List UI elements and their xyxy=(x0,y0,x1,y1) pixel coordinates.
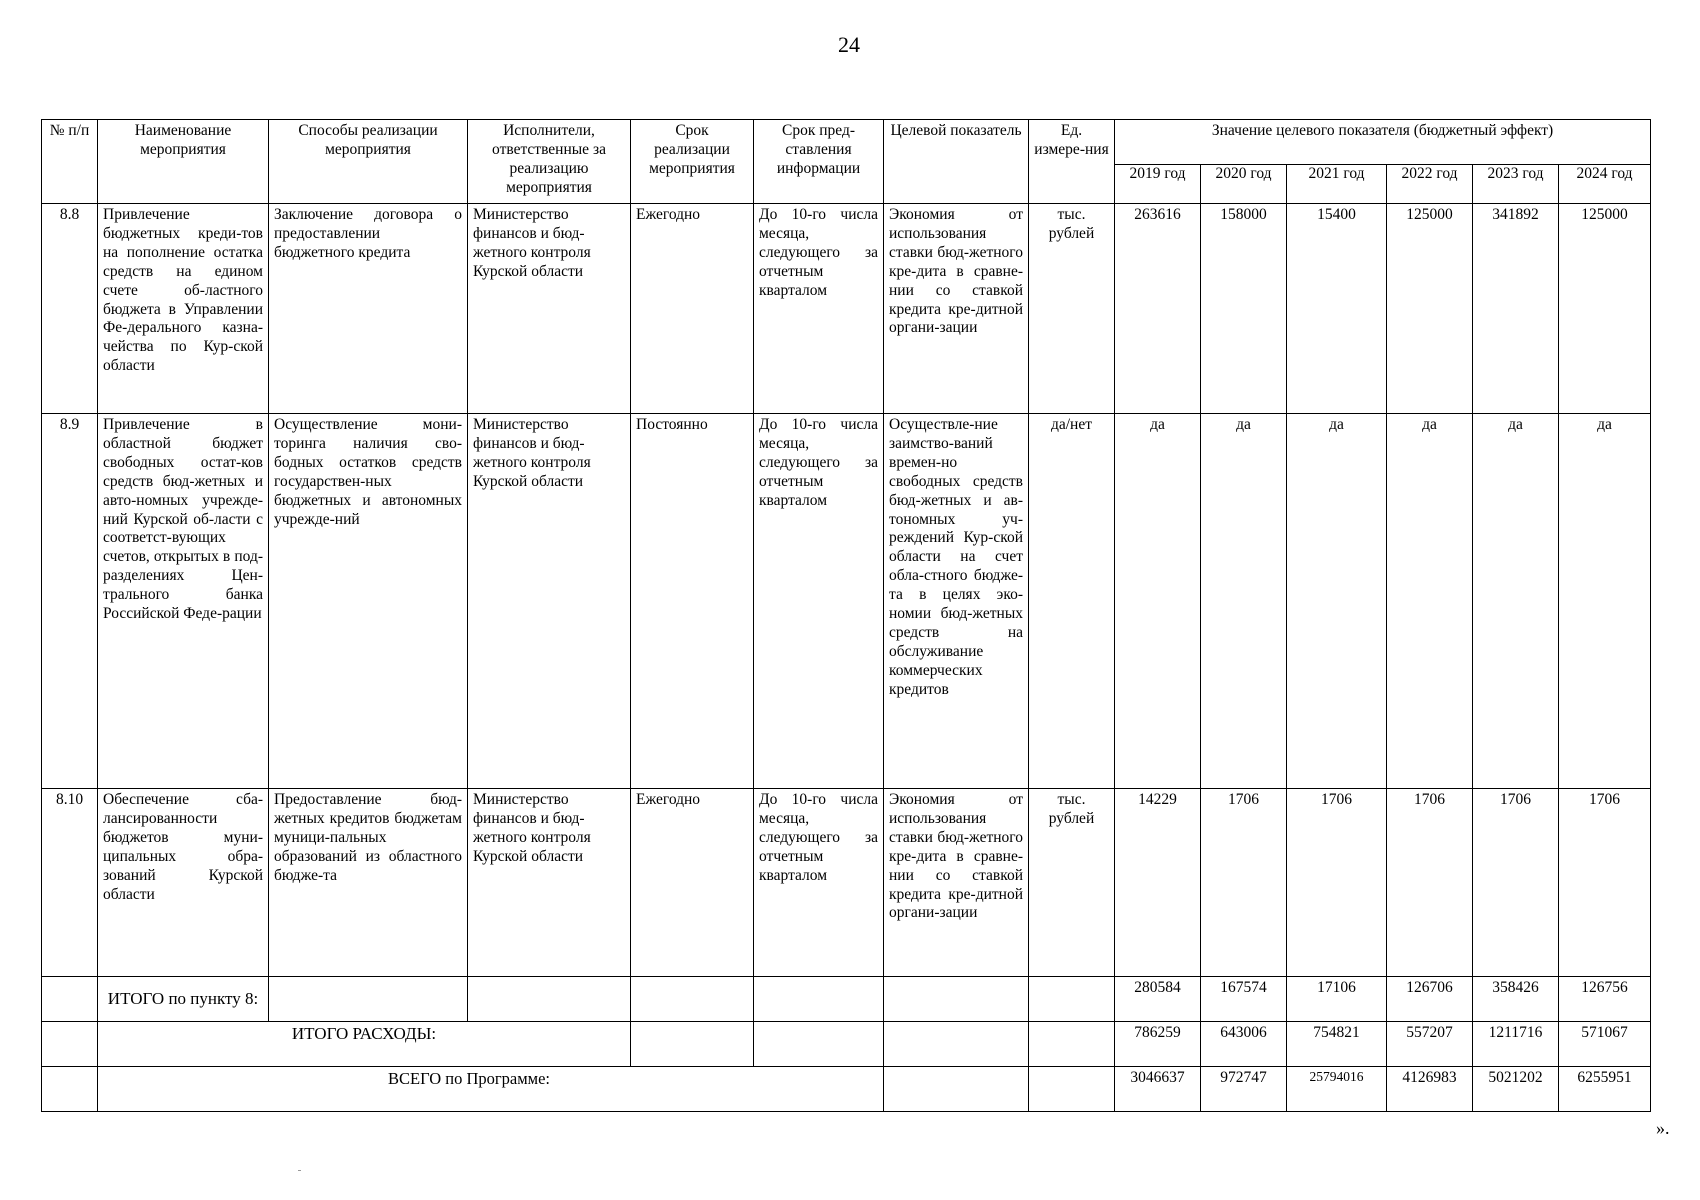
total-value: 280584 xyxy=(1115,977,1201,1022)
total-value: 571067 xyxy=(1559,1022,1651,1067)
total-value: 358426 xyxy=(1473,977,1559,1022)
empty-cell xyxy=(884,1022,1029,1067)
total-program-label: ВСЕГО по Программе: xyxy=(98,1067,884,1112)
page-number: 24 xyxy=(838,32,860,57)
row-methods: Заключение договора о предоставлении бюджетного кредита xyxy=(269,204,468,414)
header-num: № п/п xyxy=(42,120,98,204)
row-value: 1706 xyxy=(1559,789,1651,977)
empty-cell xyxy=(42,977,98,1022)
total-value: 126756 xyxy=(1559,977,1651,1022)
row-value: 158000 xyxy=(1201,204,1287,414)
total-value: 754821 xyxy=(1287,1022,1387,1067)
row-report-term: До 10-го числа месяца, следующего за отчетным кварталом xyxy=(754,204,884,414)
total-value: 5021202 xyxy=(1473,1067,1559,1112)
header-executors: Исполнители, ответственные за реализацию мероприятия xyxy=(468,120,631,204)
empty-cell xyxy=(631,1022,754,1067)
empty-cell xyxy=(754,977,884,1022)
program-table xyxy=(41,119,1651,1112)
total-value: 557207 xyxy=(1387,1022,1473,1067)
header-term: Срок реализации мероприятия xyxy=(631,120,754,204)
row-value: да xyxy=(1559,414,1651,789)
row-value: 263616 xyxy=(1115,204,1201,414)
header-year: 2022 год xyxy=(1387,165,1473,204)
closing-quote: ». xyxy=(1656,1118,1670,1138)
empty-cell xyxy=(631,977,754,1022)
row-num: 8.8 xyxy=(42,204,98,414)
row-term: Постоянно xyxy=(631,414,754,789)
row-name: Привлечение бюджетных креди-тов на пополнение остатка средств на едином счете об-ластного бюджета в Управлении Фе-дерального казна-чейства по Кур-ской области xyxy=(98,204,269,414)
total-value: 167574 xyxy=(1201,977,1287,1022)
total-value: 4126983 xyxy=(1387,1067,1473,1112)
header-methods: Способы реализации мероприятия xyxy=(269,120,468,204)
row-value: да xyxy=(1201,414,1287,789)
total-value: 1211716 xyxy=(1473,1022,1559,1067)
header-indicator: Целевой показатель xyxy=(884,120,1029,204)
header-year: 2020 год xyxy=(1201,165,1287,204)
row-executors: Министерство финансов и бюд-жетного контроля Курской области xyxy=(468,789,631,977)
empty-cell xyxy=(754,1022,884,1067)
total-value: 25794016 xyxy=(1287,1067,1387,1112)
empty-cell xyxy=(42,1067,98,1112)
empty-cell xyxy=(1029,1067,1115,1112)
row-term: Ежегодно xyxy=(631,789,754,977)
row-indicator: Экономия от использования ставки бюд-жетного кре-дита в сравне-нии со ставкой кредита кре-дитной органи-зации xyxy=(884,789,1029,977)
table-header-row xyxy=(42,120,1651,165)
row-indicator: Осуществле-ние заимство-ваний времен-но свободных средств бюд-жетных и ав-тономных уч-реждений Кур-ской области на счет обла-стного бюдже-та в целях эко-номии бюд-жетных средств на обслуживание коммерческих кредитов xyxy=(884,414,1029,789)
row-name: Привлечение в областной бюджет свободных остат-ков средств бюд-жетных и авто-номных учрежде-ний Курской об-ласти с соответст-вующих счетов, открытых в под-разделениях Цен-трального банка Российской Феде-рации xyxy=(98,414,269,789)
total-item8-label: ИТОГО по пункту 8: xyxy=(98,977,269,1022)
row-value: да xyxy=(1387,414,1473,789)
header-year: 2024 год xyxy=(1559,165,1651,204)
total-program-row xyxy=(42,1067,1651,1112)
row-indicator: Экономия от использования ставки бюд-жетного кре-дита в сравне-нии со ставкой кредита кре-дитной органи-зации xyxy=(884,204,1029,414)
row-name: Обеспечение сба-лансированности бюджетов муни-ципальных обра-зований Курской области xyxy=(98,789,269,977)
row-value: 1706 xyxy=(1287,789,1387,977)
header-name: Наименование мероприятия xyxy=(98,120,269,204)
row-num: 8.9 xyxy=(42,414,98,789)
total-value: 643006 xyxy=(1201,1022,1287,1067)
header-value-group: Значение целевого показателя (бюджетный эффект) xyxy=(1115,120,1651,165)
header-year: 2019 год xyxy=(1115,165,1201,204)
table-row xyxy=(42,414,1651,789)
empty-cell xyxy=(269,977,468,1022)
row-value: да xyxy=(1473,414,1559,789)
total-value: 17106 xyxy=(1287,977,1387,1022)
row-value: 125000 xyxy=(1387,204,1473,414)
header-year: 2021 год xyxy=(1287,165,1387,204)
empty-cell xyxy=(42,1022,98,1067)
row-unit: тыс. рублей xyxy=(1029,789,1115,977)
row-value: да xyxy=(1287,414,1387,789)
empty-cell xyxy=(884,1067,1029,1112)
total-value: 972747 xyxy=(1201,1067,1287,1112)
empty-cell xyxy=(468,977,631,1022)
row-value: 1706 xyxy=(1201,789,1287,977)
row-value: 1706 xyxy=(1387,789,1473,977)
row-value: 1706 xyxy=(1473,789,1559,977)
total-value: 6255951 xyxy=(1559,1067,1651,1112)
row-report-term: До 10-го числа месяца, следующего за отчетным кварталом xyxy=(754,414,884,789)
header-report-term: Срок пред-ставления информации xyxy=(754,120,884,204)
row-unit: тыс. рублей xyxy=(1029,204,1115,414)
table-row xyxy=(42,204,1651,414)
table-row xyxy=(42,789,1651,977)
row-value: 341892 xyxy=(1473,204,1559,414)
empty-cell xyxy=(1029,977,1115,1022)
row-value: 125000 xyxy=(1559,204,1651,414)
row-term: Ежегодно xyxy=(631,204,754,414)
row-methods: Осуществление мони-торинга наличия сво-бодных остатков средств государствен-ных бюджетных и автономных учрежде-ний xyxy=(269,414,468,789)
row-unit: да/нет xyxy=(1029,414,1115,789)
total-value: 786259 xyxy=(1115,1022,1201,1067)
header-year: 2023 год xyxy=(1473,165,1559,204)
row-methods: Предоставление бюд-жетных кредитов бюджетам муници-пальных образований из областного бюдже-та xyxy=(269,789,468,977)
total-expenses-row xyxy=(42,1022,1651,1067)
row-executors: Министерство финансов и бюд-жетного контроля Курской области xyxy=(468,204,631,414)
row-value: да xyxy=(1115,414,1201,789)
row-num: 8.10 xyxy=(42,789,98,977)
total-value: 3046637 xyxy=(1115,1067,1201,1112)
total-expenses-label: ИТОГО РАСХОДЫ: xyxy=(98,1022,631,1067)
empty-cell xyxy=(1029,1022,1115,1067)
total-item8-row xyxy=(42,977,1651,1022)
row-executors: Министерство финансов и бюд-жетного контроля Курской области xyxy=(468,414,631,789)
row-value: 15400 xyxy=(1287,204,1387,414)
empty-cell xyxy=(884,977,1029,1022)
header-unit: Ед. измере-ния xyxy=(1029,120,1115,204)
row-value: 14229 xyxy=(1115,789,1201,977)
scan-speck xyxy=(298,1170,301,1171)
total-value: 126706 xyxy=(1387,977,1473,1022)
row-report-term: До 10-го числа месяца, следующего за отчетным кварталом xyxy=(754,789,884,977)
